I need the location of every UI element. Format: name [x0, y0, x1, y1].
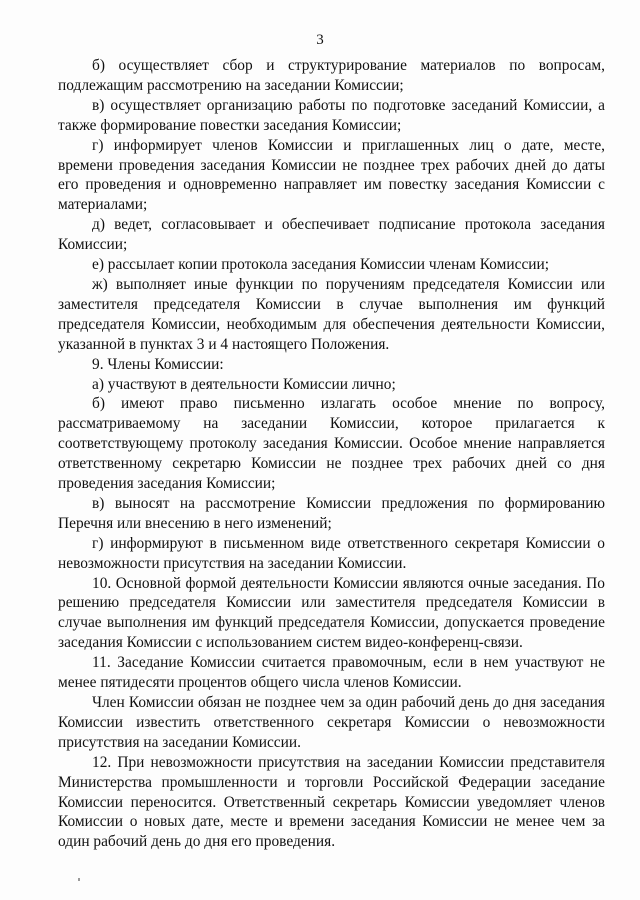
paragraph-9v: в) выносят на рассмотрение Комиссии предложения по формированию Перечня или внесению в него изменений; — [58, 494, 605, 532]
scan-artifact — [78, 878, 80, 881]
paragraph-8zh: ж) выполняет иные функции по поручениям председателя Комиссии или заместителя председателя Комиссии в случае выполнения им функций председателя Комиссии, необходимым для обеспечения деятельности Комиссии, указанной в пунктах 3 и 4 настоящего Положения. — [58, 275, 605, 353]
document-body — [58, 56, 605, 852]
paragraph-9a: а) участвуют в деятельности Комиссии лично; — [92, 375, 396, 393]
paragraph-9-heading: 9. Члены Комиссии: — [92, 355, 224, 373]
paragraph-8v: в) осуществляет организацию работы по подготовке заседаний Комиссии, а также формирование повестки заседания Комиссии; — [58, 96, 605, 134]
paragraph-9g: г) информируют в письменном виде ответственного секретаря Комиссии о невозможности присутствия на заседании Комиссии. — [58, 534, 605, 572]
paragraph-10: 10. Основной формой деятельности Комиссии являются очные заседания. По решению председателя Комиссии или заместителя председателя Комиссии в случае выполнения им функций председателя Комиссии, допускается проведение заседания Комиссии с использованием систем видео-конференц-связи. — [58, 574, 605, 652]
paragraph-8e: е) рассылает копии протокола заседания Комиссии членам Комиссии; — [92, 256, 550, 274]
paragraph-9b: б) имеют право письменно излагать особое мнение по вопросу, рассматриваемому на заседании Комиссии, которое прилагается к соответствующему протоколу заседания Комиссии. Особое мнение направляется ответственному секретарю Комиссии не позднее трех рабочих дней со дня проведения заседания Комиссии; — [58, 395, 605, 493]
page-number: 3 — [316, 32, 324, 48]
paragraph-12: 12. При невозможности присутствия на заседании Комиссии представителя Министерства промышленности и торговли Российской Федерации заседание Комиссии переносится. Ответственный секретарь Комиссии уведомляет членов Комиссии о новых дате, месте и времени заседания Комиссии не менее чем за один рабочий день до дня его проведения. — [58, 753, 605, 851]
paragraph-11: 11. Заседание Комиссии считается правомочным, если в нем участвуют не менее пятидесяти процентов общего числа членов Комиссии. — [58, 654, 605, 692]
paragraph-11-continued: Член Комиссии обязан не позднее чем за один рабочий день до дня заседания Комиссии известить ответственного секретаря Комиссии о невозможности присутствия на заседании Комиссии. — [58, 694, 605, 751]
paragraph-8d: д) ведет, согласовывает и обеспечивает подписание протокола заседания Комиссии; — [58, 216, 605, 254]
paragraph-8b: б) осуществляет сбор и структурирование материалов по вопросам, подлежащим рассмотрению на заседании Комиссии; — [58, 57, 605, 94]
paragraph-8g: г) информирует членов Комиссии и приглашенных лиц о дате, месте, времени проведения заседания Комиссии не позднее трех рабочих дней до даты его проведения и одновременно направляет им повестку заседания Комиссии с материалами; — [58, 136, 605, 214]
